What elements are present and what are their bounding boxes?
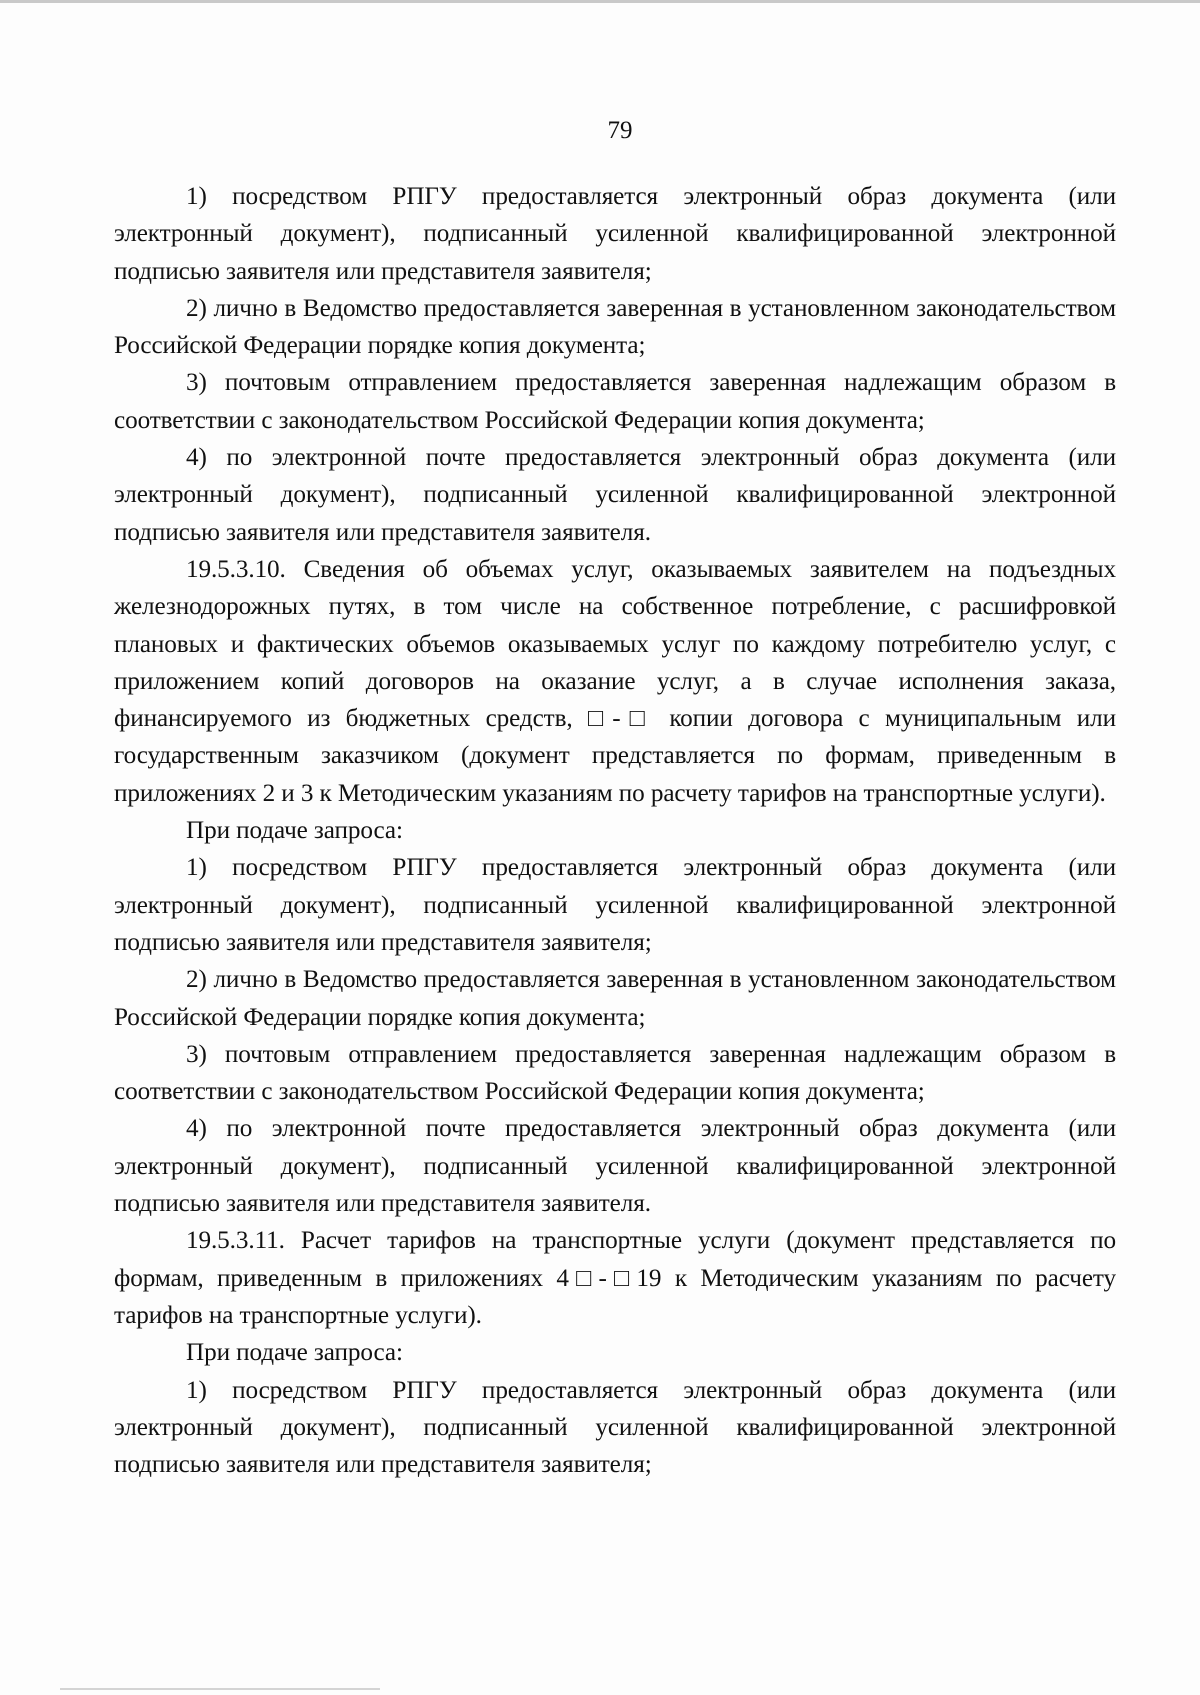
paragraph-item-1-rpgu: 1) посредством РПГУ предоставляется электронный образ документа (или электронный документ), подписанный усиленной квалифицированной электронной подписью заявителя или представителя заявителя;: [114, 1376, 1116, 1479]
paragraph-section-19-5-3-11: 19.5.3.11. Расчет тарифов на транспортные услуги (документ представляется по формам, приведенным в приложениях 4□-□19 к Методическим указаниям по расчету тарифов на транспортные услуги).: [114, 1227, 1116, 1329]
paragraph-item-1-rpgu: 1) посредством РПГУ предоставляется электронный образ документа (или электронный документ), подписанный усиленной квалифицированной электронной подписью заявителя или представителя заявителя;: [114, 183, 1116, 285]
paragraph-request-intro: При подаче запроса:: [186, 817, 403, 845]
paragraph-item-1-rpgu: 1) посредством РПГУ предоставляется электронный образ документа (или электронный документ), подписанный усиленной квалифицированной электронной подписью заявителя или представителя заявителя;: [114, 854, 1116, 956]
document-body: [114, 178, 1116, 1483]
paragraph-item-2-in-person: 2) лично в Ведомство предоставляется заверенная в установленном законодательством Российской Федерации порядке копия документа;: [114, 966, 1116, 1031]
paragraph-item-3-postal: 3) почтовым отправлением предоставляется заверенная надлежащим образом в соответствии с законодательством Российской Федерации копия документа;: [114, 1040, 1116, 1106]
paragraph-section-19-5-3-10: 19.5.3.10. Сведения об объемах услуг, оказываемых заявителем на подъездных железнодорожных путях, в том числе на собственное потребление, с расшифровкой плановых и фактических объемов оказываемых услуг по каждому потребителю услуг, с приложением копий договоров на оказание услуг, а в случае исполнения заказа, финансируемого из бюджетных средств, □-□ копии договора с муниципальным или государственным заказчиком (документ представляется по формам, приведенным в приложениях 2 и 3 к Методическим указаниям по расчету тарифов на транспортные услуги).: [114, 555, 1116, 807]
paragraph-request-intro: При подаче запроса:: [186, 1339, 403, 1367]
paragraph-item-4-email: 4) по электронной почте предоставляется электронный образ документа (или электронный документ), подписанный усиленной квалифицированной электронной подписью заявителя или представителя заявителя.: [114, 1115, 1116, 1218]
paragraph-item-4-email: 4) по электронной почте предоставляется электронный образ документа (или электронный документ), подписанный усиленной квалифицированной электронной подписью заявителя или представителя заявителя.: [114, 444, 1116, 546]
scan-edge-top: [0, 0, 1200, 3]
scan-edge-bottom: [60, 1688, 380, 1690]
page-number: 79: [607, 117, 633, 144]
paragraph-item-3-postal: 3) почтовым отправлением предоставляется заверенная надлежащим образом в соответствии с законодательством Российской Федерации копия документа;: [114, 369, 1116, 434]
paragraph-item-2-in-person: 2) лично в Ведомство предоставляется заверенная в установленном законодательством Российской Федерации порядке копия документа;: [114, 294, 1116, 360]
